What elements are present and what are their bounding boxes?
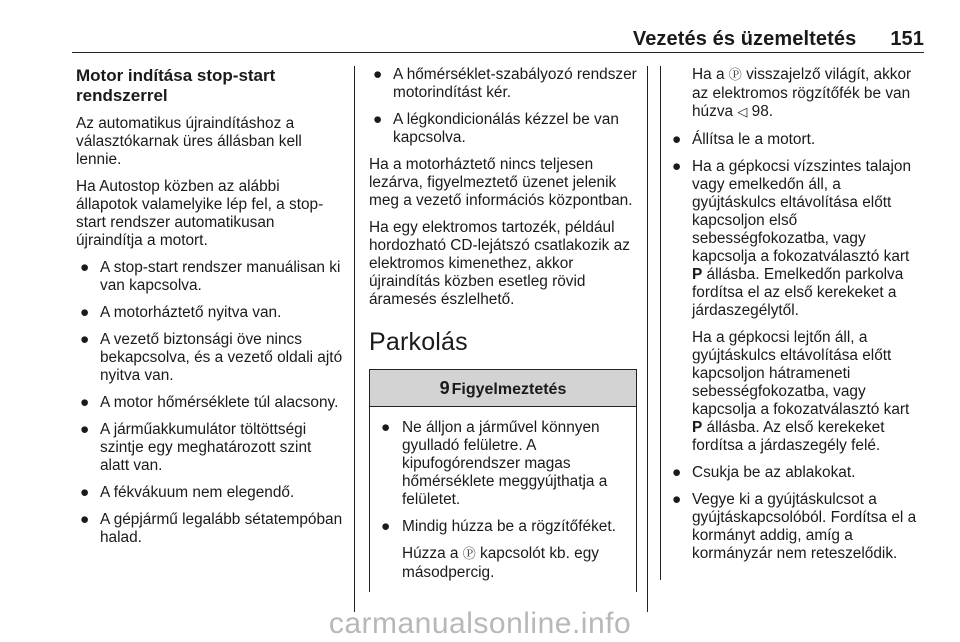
list-item: ● Mindig húzza be a rögzítőféket. [381, 518, 616, 535]
warning-continuation: Húzza a Ⓟ kapcsolót kb. egy másodpercig. [402, 545, 599, 581]
paragraph: Ha Autostop közben az alábbi állapotok valamelyike lép fel, a stop-start rendszer automatikusan újraindítja a motort. [76, 178, 324, 249]
bullet-icon: ● [672, 464, 682, 481]
bullet-list [668, 131, 920, 563]
bullet-icon: ● [672, 491, 682, 508]
paragraph: Az automatikus újraindításhoz a választókarnak üres állásban kell lennie. [76, 115, 302, 168]
list-item: ● Ne álljon a járművel könnyen gyulladó felületre. A kipufogórendszer magas hőmérséklete meggyújthatja a felületet. [381, 419, 608, 508]
parking-brake-icon: Ⓟ [462, 547, 476, 562]
list-item: ● A légkondicionálás kézzel be van kapcsolva. [373, 111, 619, 146]
bullet-icon: ● [80, 511, 90, 528]
bullet-list [76, 259, 344, 547]
bullet-icon: ● [80, 421, 90, 438]
column-divider-1 [354, 66, 355, 612]
list-item: ● A motor hőmérséklete túl alacsony. [80, 394, 339, 411]
warning-title-bar [370, 369, 636, 407]
bullet-icon: ● [80, 484, 90, 501]
warning-triangle-icon: 9 [439, 378, 450, 398]
page-reference-link[interactable]: 98. [751, 103, 774, 120]
column-divider-2 [647, 66, 648, 612]
warning-body [370, 407, 636, 592]
bullet-icon: ● [80, 394, 90, 411]
list-item: ● Csukja be az ablakokat. [672, 464, 856, 481]
column-2 [369, 66, 637, 592]
paragraph: Ha a motorháztető nincs teljesen lezárva, figyelmeztető üzenet jelenik meg a vezető információs központban. [369, 156, 633, 209]
list-item: ● A vezető biztonsági öve nincs bekapcsolva, és a vezető oldali ajtó nyitva van. [80, 331, 343, 384]
bullet-icon: ● [672, 131, 682, 148]
paragraph: Ha egy elektromos tartozék, például hordozható CD-lejátszó csatlakozik az elektromos kimenethez, akkor újraindítás közben esetleg rövid áramesés észlelhető. [369, 219, 630, 308]
page-header [72, 28, 924, 51]
section-title: Vezetés és üzemeltetés [632, 28, 857, 50]
watermark: carmanualsonline.info [328, 607, 632, 640]
page-reference-arrow-icon: ◁ [737, 105, 748, 120]
bullet-icon: ● [373, 66, 383, 83]
bullet-icon: ● [80, 331, 90, 348]
bullet-icon: ● [672, 158, 682, 175]
bullet-icon: ● [373, 111, 383, 128]
bullet-icon: ● [381, 518, 391, 535]
heading-parkolas: Parkolás [369, 328, 468, 356]
bullet-icon: ● [80, 259, 90, 276]
bullet-icon: ● [381, 419, 391, 436]
bullet-list [369, 66, 637, 147]
list-item: ● Ha a gépkocsi vízszintes talajon vagy emelkedőn áll, a gyújtáskulcs eltávolítása előtt kapcsoljon első sebességfokozatba, vagy kapcsolja a fokozatválasztó kart P állásba. Emelkedőn parkolva fordítsa el az első kerekeket a járdaszegélytől. Ha a gépkocsi lejtőn áll, a gyújtáskulcs eltávolítása előtt kapcsoljon hátrameneti sebességfokozatba, vagy kapcsolja a fokozatválasztó kart P állásba. Az első kerekeket fordítsa a járdaszegély felé. [668, 158, 920, 455]
list-item: ● Vegye ki a gyújtáskulcsot a gyújtáskapcsolóból. Fordítsa el a kormányt addig, amíg a kormányzár nem reteszelődik. [672, 491, 917, 562]
list-item: ● A járműakkumulátor töltöttségi szintje egy meghatározott szint alatt van. [80, 421, 312, 474]
column-3 [668, 66, 920, 572]
column-1 [76, 66, 344, 556]
paragraph-continued: Ha a Ⓟ visszajelző világít, akkor az elektromos rögzítőfék be van húzva ◁ 98. [692, 66, 912, 120]
list-item: ● A hőmérséklet-szabályozó rendszer motorindítást kér. [373, 66, 637, 101]
continuation-bar-left [660, 66, 661, 580]
list-item: ● A motorháztető nyitva van. [80, 304, 282, 321]
bullet-icon: ● [80, 304, 90, 321]
list-item: ● Állítsa le a motort. [672, 131, 816, 148]
list-item: ● A fékvákuum nem elegendő. [80, 484, 295, 501]
warning-title: Figyelmeztetés [451, 381, 567, 398]
list-item-subparagraph: Ha a gépkocsi lejtőn áll, a gyújtáskulcs eltávolítása előtt kapcsoljon hátrameneti sebességfokozatba, vagy kapcsolja a fokozatválasztó kart P állásba. Az első kerekeket fordítsa a járdaszegély felé. [692, 329, 910, 454]
page-number: 151 [890, 28, 924, 50]
warning-list [380, 419, 628, 536]
warning-box [369, 369, 637, 592]
header-divider [72, 52, 924, 53]
list-item: ● A gépjármű legalább sétatempóban halad. [80, 511, 343, 546]
heading-stop-start: Motor indítása stop-start rendszerrel [76, 66, 276, 105]
parking-brake-icon: Ⓟ [728, 68, 742, 83]
list-item: ● A stop-start rendszer manuálisan ki van kapcsolva. [80, 259, 341, 294]
